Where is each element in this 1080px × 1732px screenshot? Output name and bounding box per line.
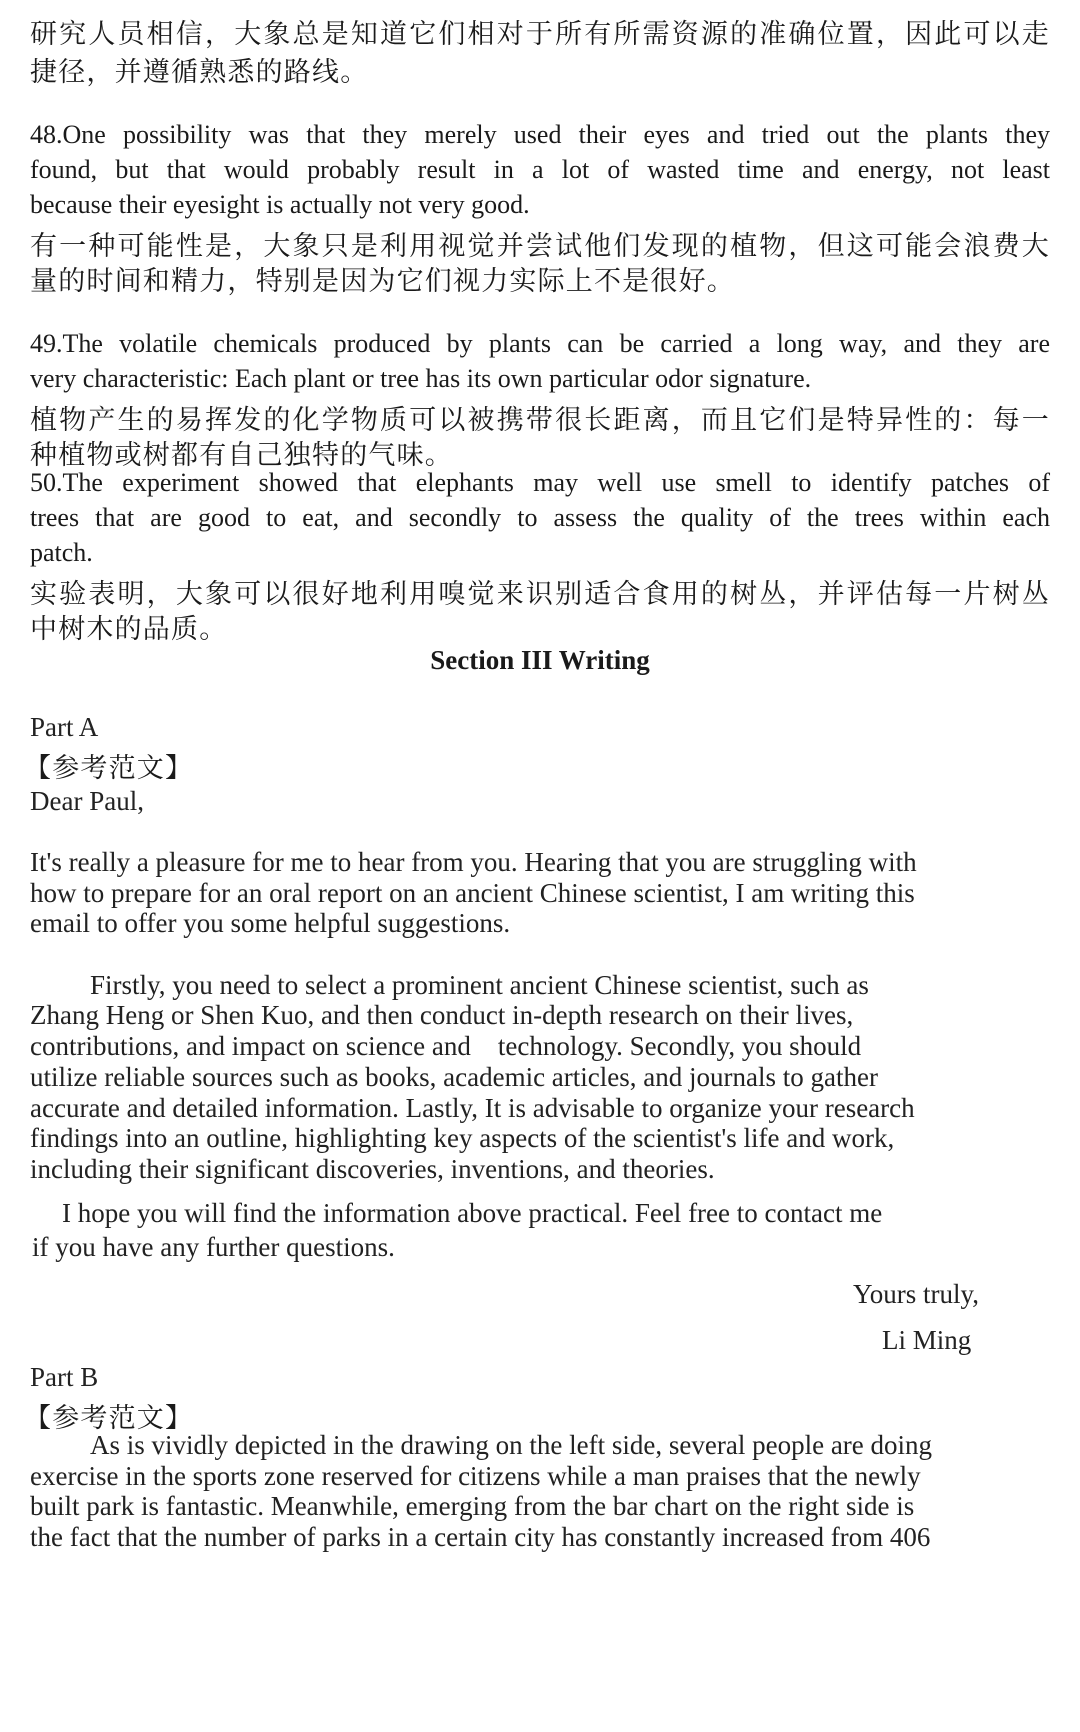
intro-zh-line-1: 研究人员相信，大象总是知道它们相对于所有所需资源的准确位置，因此可以走 <box>30 19 1050 49</box>
q48-en-line-3: because their eyesight is actually not very good. <box>30 190 530 219</box>
part-a-para2-line-4: utilize reliable sources such as books, academic articles, and journals to gather <box>30 1062 878 1092</box>
part-a-para3-line-2: if you have any further questions. <box>32 1232 395 1262</box>
part-b-label: 【参考范文】 <box>24 1403 194 1433</box>
part-a-para1-line-2: how to prepare for an oral report on an ancient Chinese scientist, I am writing this <box>30 878 915 908</box>
part-b-para1-line-1: As is vividly depicted in the drawing on the left side, several people are doing <box>90 1430 933 1460</box>
part-a-para3-line-1: I hope you will find the information above practical. Feel free to contact me <box>62 1198 883 1228</box>
q49-en-line-1: 49.The volatile chemicals produced by plants can be carried a long way, and they are <box>30 329 1050 358</box>
part-b-para1-line-2: exercise in the sports zone reserved for citizens while a man praises that the newly <box>30 1461 921 1491</box>
q48-zh-line-2: 量的时间和精力，特别是因为它们视力实际上不是很好。 <box>30 266 735 296</box>
q50-zh-line-1: 实验表明，大象可以很好地利用嗅觉来识别适合食用的树丛，并评估每一片树丛 <box>30 579 1050 609</box>
q48-en-line-1: 48.One possibility was that they merely used their eyes and tried out the plants they <box>30 120 1050 149</box>
part-a-para1-line-3: email to offer you some helpful suggestions. <box>30 908 511 938</box>
part-a-heading: Part A <box>30 712 99 742</box>
intro-zh-line-2: 捷径，并遵循熟悉的路线。 <box>30 57 369 87</box>
q50-zh-line-2: 中树木的品质。 <box>30 614 228 644</box>
signature: Li Ming <box>882 1325 972 1355</box>
q48-en-line-2: found, but that would probably result in a lot of wasted time and energy, not least <box>30 155 1050 184</box>
q48-zh-line-1: 有一种可能性是，大象只是利用视觉并尝试他们发现的植物，但这可能会浪费大 <box>30 231 1050 261</box>
part-a-para2-line-1: Firstly, you need to select a prominent ancient Chinese scientist, such as <box>90 970 869 1000</box>
part-b-para1-line-3: built park is fantastic. Meanwhile, emerging from the bar chart on the right side is <box>30 1491 915 1521</box>
part-b-heading: Part B <box>30 1362 99 1392</box>
part-a-para2-line-7: including their significant discoveries, inventions, and theories. <box>30 1154 715 1184</box>
part-b-para1-line-4: the fact that the number of parks in a certain city has constantly increased from 406 <box>30 1522 931 1552</box>
q50-en-line-3: patch. <box>30 538 93 567</box>
salutation: Dear Paul, <box>30 786 144 816</box>
closing: Yours truly, <box>853 1279 980 1309</box>
q50-en-line-1: 50.The experiment showed that elephants may well use smell to identify patches of <box>30 468 1050 497</box>
part-a-para2-line-6: findings into an outline, highlighting key aspects of the scientist's life and work, <box>30 1123 895 1153</box>
q49-en-line-2: very characteristic: Each plant or tree has its own particular odor signature. <box>30 364 812 393</box>
part-a-para2-line-5: accurate and detailed information. Lastly, It is advisable to organize your research <box>30 1093 915 1123</box>
q49-zh-line-2: 种植物或树都有自己独特的气味。 <box>30 440 453 470</box>
q50-en-line-2: trees that are good to eat, and secondly to assess the quality of the trees within each <box>30 503 1050 532</box>
part-a-para2-line-3: contributions, and impact on science and technology. Secondly, you should <box>30 1031 862 1061</box>
section-title: Section III Writing <box>430 645 650 675</box>
part-a-para2-line-2: Zhang Heng or Shen Kuo, and then conduct in-depth research on their lives, <box>30 1000 854 1030</box>
part-a-label: 【参考范文】 <box>24 753 194 783</box>
part-a-para1-line-1: It's really a pleasure for me to hear from you. Hearing that you are struggling with <box>30 847 917 877</box>
q49-zh-line-1: 植物产生的易挥发的化学物质可以被携带很长距离，而且它们是特异性的：每一 <box>30 405 1050 435</box>
